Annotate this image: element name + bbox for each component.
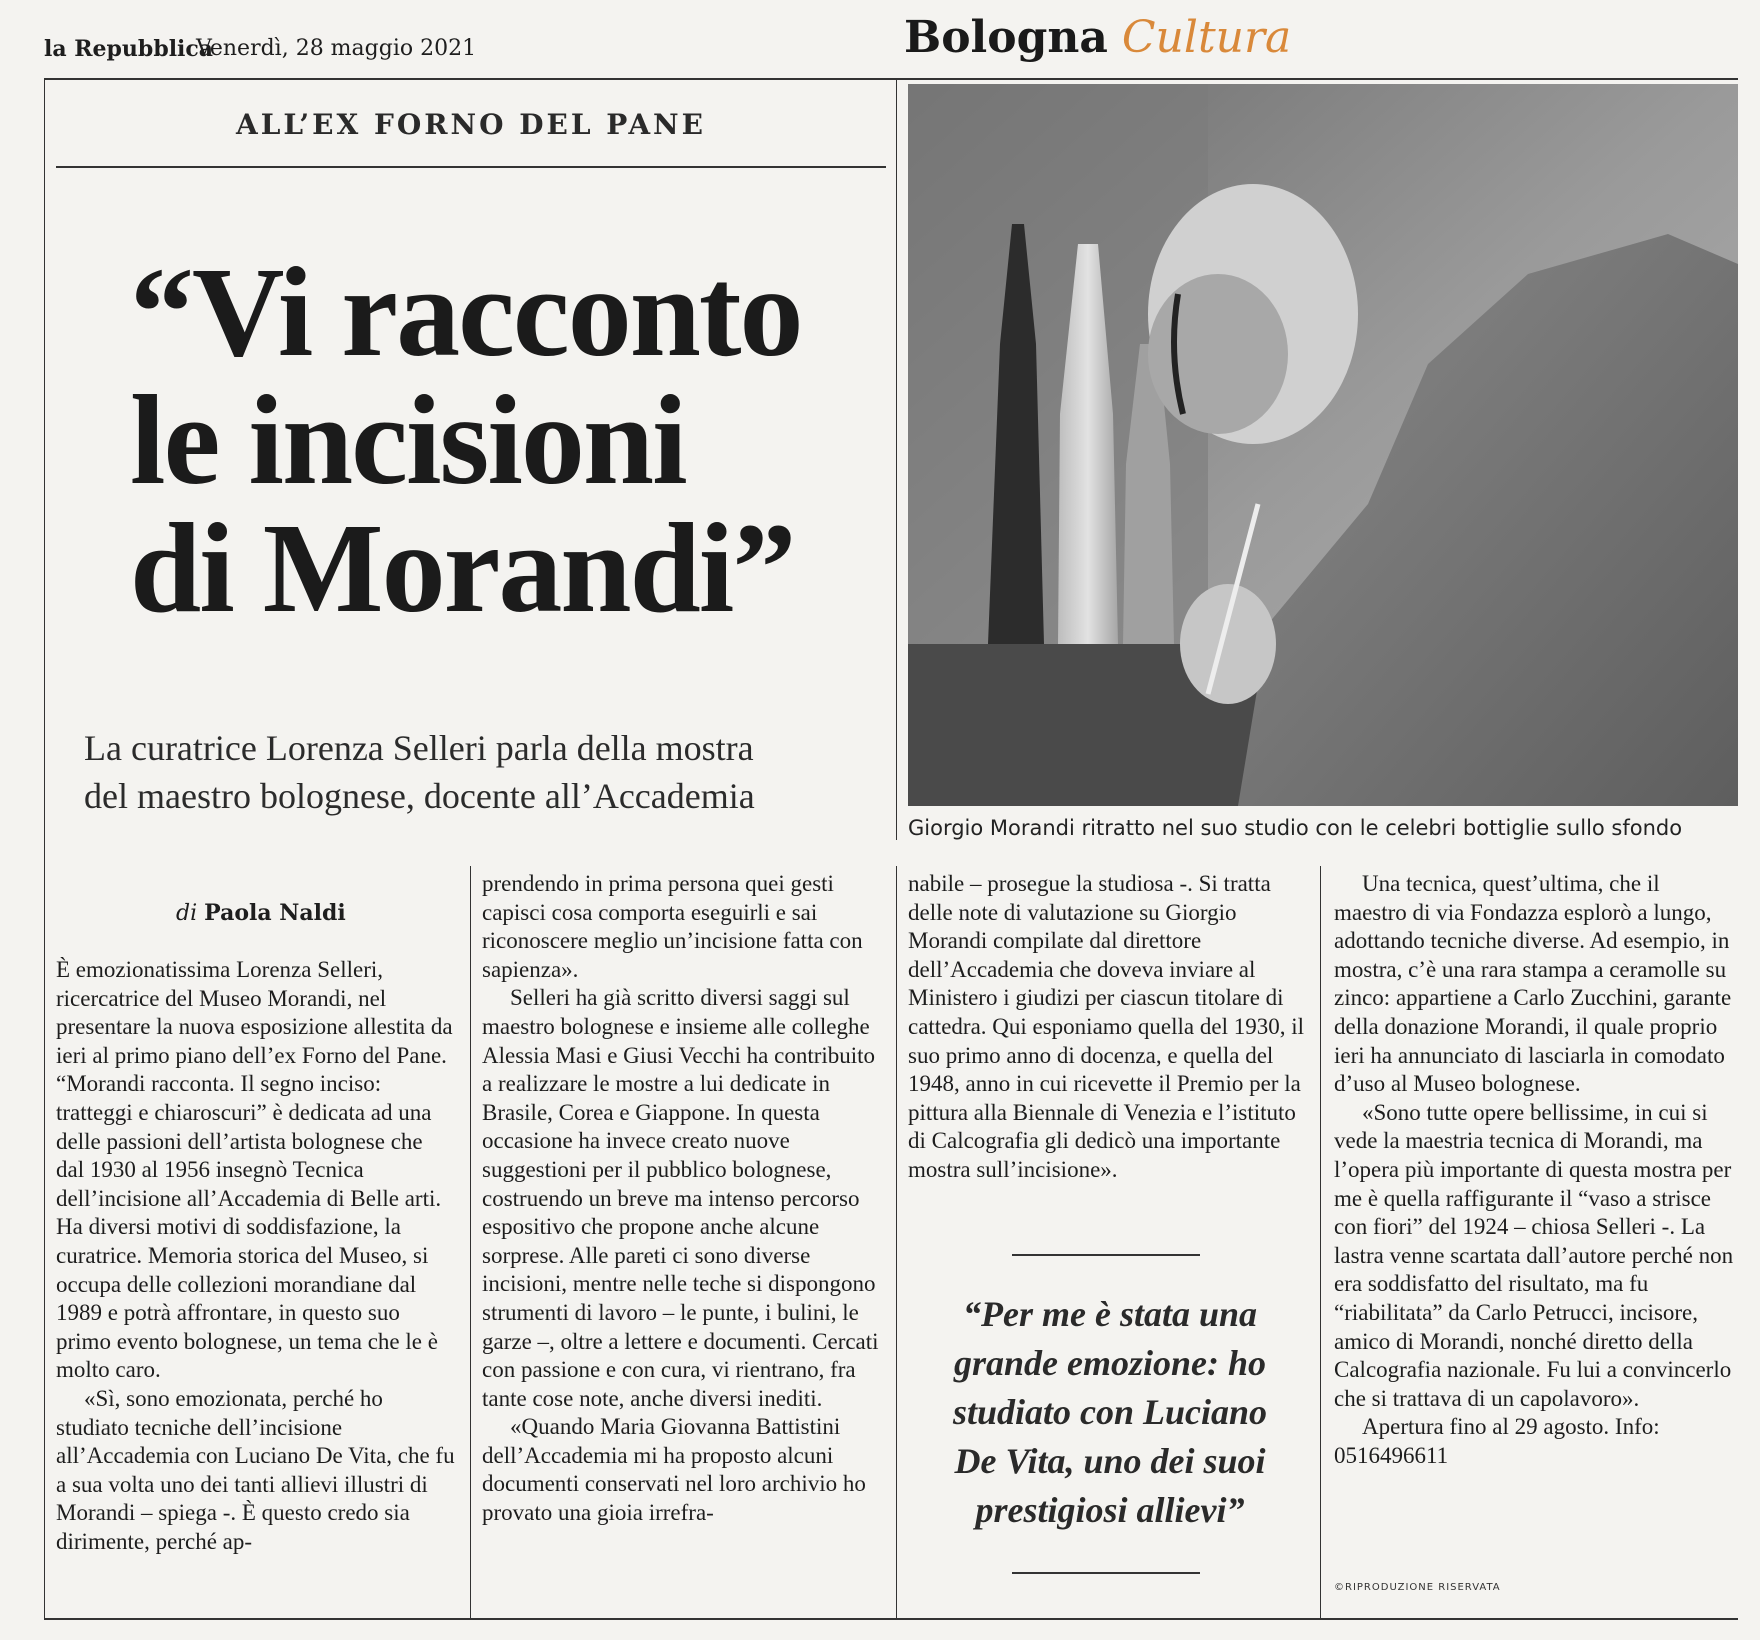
article-column-3 xyxy=(908,870,1308,1185)
article-column-2 xyxy=(482,870,885,1528)
paragraph: prendendo in prima persona quei gesti capisci cosa comporta eseguirli e sai riconoscere meglio un’incisione fatta con sapienza». xyxy=(482,871,869,982)
subheadline-line: La curatrice Lorenza Selleri parla della mostra xyxy=(84,728,754,768)
copyright-notice: ©RIPRODUZIONE RISERVATA xyxy=(1334,1582,1501,1593)
paragraph: nabile – prosegue la studiosa -. Si tratta delle note di valutazione su Giorgio Morandi compilate dal direttore dell’Accademia che doveva inviare al Ministero i giudizi per ciascun titolare di cattedra. Qui esponiamo quella del 1930, il suo primo anno di docenza, e quella del 1948, anno in cui ricevette il Premio per la pittura alla Biennale di Venezia e l’istituto di Calcografia gli dedicò una importante mostra sull’incisione». xyxy=(908,871,1310,1182)
subsection-name: Cultura xyxy=(1121,12,1292,63)
headline-line: le incisioni xyxy=(130,369,686,511)
kicker-rule xyxy=(56,166,886,168)
paragraph: «Quando Maria Giovanna Battistini dell’Accademia mi ha proposto alcuni documenti conservati nel loro archivio ho provato una gioia irrefra- xyxy=(482,1414,872,1526)
issue-date: Venerdì, 28 maggio 2021 xyxy=(196,36,477,61)
pullquote-line: studiato con Luciano xyxy=(952,1392,1268,1432)
section-header xyxy=(904,12,1291,63)
column-divider xyxy=(896,80,897,840)
pullquote xyxy=(908,1290,1312,1535)
morandi-photo xyxy=(908,84,1738,806)
article-column-4 xyxy=(1334,870,1739,1470)
photo-caption: Giorgio Morandi ritratto nel suo studio con le celebri bottiglie sullo sfondo xyxy=(908,816,1683,840)
figure-hand xyxy=(1180,584,1276,704)
headline xyxy=(130,241,890,639)
left-page-rule xyxy=(44,80,45,1618)
subheadline-line: del maestro bolognese, docente all’Accademia xyxy=(84,776,755,816)
paragraph: «Sono tutte opere bellissime, in cui si vede la maestria tecnica di Morandi, ma l’opera più importante di questa mostra per me è quella raffigurante il “vaso a strisce con fiori” del 1924 – chiosa Selleri -. La lastra venne scartata dall’autore perché non era soddisfatto del risultato, ma fu “riabilitata” da Carlo Petrucci, incisore, amico di Morandi, nonché diretto della Calcografia nazionale. Fu lui a convincerlo che si trattava di un capolavoro». xyxy=(1334,1099,1739,1411)
pullquote-line: De Vita, uno dei suoi xyxy=(954,1441,1266,1481)
headline-line: di Morandi” xyxy=(130,497,795,639)
pullquote-line: “Per me è stata una xyxy=(963,1294,1257,1334)
pullquote-rule xyxy=(1012,1254,1200,1256)
headline-line: “Vi racconto xyxy=(130,241,802,383)
column-divider xyxy=(896,866,897,1618)
byline-prefix: di xyxy=(176,901,198,926)
pullquote-line: prestigiosi allievi” xyxy=(975,1490,1245,1530)
paragraph: «Sì, sono emozionata, perché ho studiato tecniche dell’incisione all’Accademia con Luciano De Vita, che fu a sua volta uno dei tanti allievi illustri di Morandi – spiega -. È questo credo sia dirimente, perché ap- xyxy=(56,1385,461,1554)
paragraph: È emozionatissima Lorenza Selleri, ricercatrice del Museo Morandi, nel presentare la nuova esposizione allestita da ieri al primo piano dell’ex Forno del Pane. “Morandi racconta. Il segno inciso: tratteggi e chiaroscuri” è dedicata ad una delle passioni dell’artista bolognese che dal 1930 al 1956 insegnò Tecnica dell’incisione all’Accademia di Belle arti. Ha diversi motivi di soddisfazione, la curatrice. Memoria storica del Museo, si occupa delle collezioni morandiane dal 1989 e potrà affrontare, in questo suo primo evento bolognese, un tema che le è molto caro. xyxy=(56,957,459,1383)
kicker: ALL’EX FORNO DEL PANE xyxy=(236,108,706,141)
top-rule xyxy=(44,78,1738,80)
column-divider xyxy=(470,866,471,1618)
bottom-rule xyxy=(44,1618,1738,1620)
subheadline xyxy=(84,724,884,820)
newspaper-name: la Repubblica xyxy=(44,36,214,62)
column-divider xyxy=(1320,866,1321,1618)
paragraph: Selleri ha già scritto diversi saggi sul maestro bolognese e insieme alle colleghe Alessia Masi e Giusi Vecchi ha contribuito a realizzare le mostre a lui dedicate in Brasile, Corea e Giappone. In questa occasione ha invece creato nuove suggestioni per il pubblico bolognese, costruendo un breve ma intenso percorso espositivo che propone anche alcune sorprese. Alle pareti ci sono diverse incisioni, mentre nelle teche si dispongono strumenti di lavoro – le punte, i bulini, le garze –, oltre a lettere e documenti. Cercati con passione e con cura, vi rientrano, fra tante cose note, anche diversi inediti. xyxy=(482,985,885,1411)
pullquote-rule xyxy=(1012,1572,1200,1574)
section-name: Bologna xyxy=(904,12,1108,63)
paragraph: Una tecnica, quest’ultima, che il maestro di via Fondazza esplorò a lungo, adottando tecniche diverse. Ad esempio, in mostra, c’è una rara stampa a ceramolle su zinco: appartiene a Carlo Zucchini, garante della donazione Morandi, il quale proprio ieri ha annunciato di lasciarla in comodato d’uso al Museo bolognese. xyxy=(1334,871,1737,1097)
pullquote-line: grande emozione: ho xyxy=(953,1343,1266,1383)
photo-illustration xyxy=(908,84,1738,806)
article-column-1 xyxy=(56,956,461,1556)
byline-author: Paola Naldi xyxy=(204,900,346,926)
byline xyxy=(176,900,346,926)
paragraph: Apertura fino al 29 agosto. Info: 0516496611 xyxy=(1334,1414,1666,1468)
